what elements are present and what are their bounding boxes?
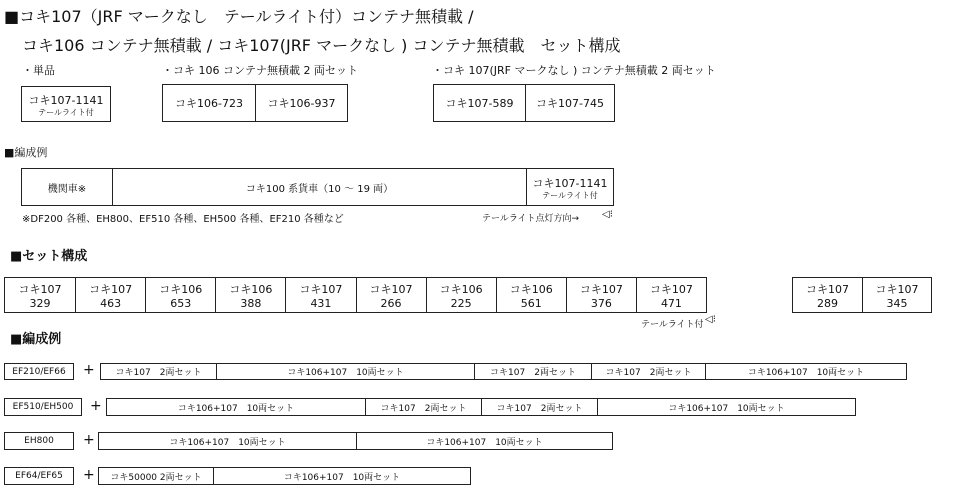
main-set-car-type: コキ106 xyxy=(509,282,553,296)
single-label: ・単品 xyxy=(22,64,55,77)
main-set-car-type: コキ107 xyxy=(89,282,133,296)
single-car-sub: テールライト付 xyxy=(38,107,94,117)
main-set-car-cell xyxy=(145,278,215,312)
set106-box xyxy=(162,84,348,122)
tail-light-icon-2: ◁⁝ xyxy=(705,314,716,325)
main-set-box xyxy=(4,277,707,313)
row2-loco: EF510/EH500 xyxy=(4,398,82,416)
main-set-car-number: 431 xyxy=(310,296,332,310)
main-set-car-number: 388 xyxy=(240,296,262,310)
extra-set-car-cell xyxy=(862,278,931,312)
formation-example-title: ■編成例 xyxy=(4,146,48,159)
row1-seg-2: コキ106+107 10両セット xyxy=(287,368,404,378)
main-set-car-number: 653 xyxy=(170,296,192,310)
row1-seg-3: コキ107 2両セット xyxy=(490,368,576,378)
main-set-car-cell xyxy=(356,278,426,312)
set107-car-1: コキ107-589 xyxy=(445,97,514,110)
row3-plus: + xyxy=(83,432,95,448)
main-set-car-type: コキ107 xyxy=(369,282,413,296)
main-set-car-type: コキ106 xyxy=(439,282,483,296)
main-set-car-number: 471 xyxy=(660,296,682,310)
single-car-box xyxy=(21,86,111,122)
main-set-car-cell xyxy=(636,278,706,312)
extra-set-box xyxy=(792,277,932,313)
main-set-car-cell xyxy=(75,278,145,312)
extra-set-car-cell xyxy=(793,278,862,312)
main-set-car-number: 225 xyxy=(450,296,472,310)
direction-label: テールライト点灯方向→ xyxy=(482,214,580,224)
set106-car-1: コキ106-723 xyxy=(175,97,243,110)
row3-loco: EH800 xyxy=(4,432,74,450)
row3-seg-2: コキ106+107 10両セット xyxy=(426,437,543,448)
set-composition-title: ■セット構成 xyxy=(10,249,88,264)
main-set-car-cell xyxy=(5,278,75,312)
row1-box xyxy=(100,363,907,380)
main-set-car-type: コキ107 xyxy=(649,282,693,296)
main-set-car-cell xyxy=(496,278,566,312)
row1-seg-4: コキ107 2両セット xyxy=(605,368,692,378)
main-set-car-number: 463 xyxy=(100,296,122,310)
single-car-name: コキ107-1141 xyxy=(28,93,104,107)
main-set-car-type: コキ107 xyxy=(299,282,343,296)
set107-car-2: コキ107-745 xyxy=(536,97,604,110)
main-set-car-type: コキ106 xyxy=(159,282,203,296)
extra-set-car-number: 289 xyxy=(817,296,838,310)
tail-cell-sub: テールライト付 xyxy=(542,190,598,200)
title-line-1: ■コキ107（JRF マークなし テールライト付）コンテナ無積載 / xyxy=(4,7,474,26)
row2-seg-3: コキ107 2両セット xyxy=(496,403,583,414)
extra-set-car-type: コキ107 xyxy=(806,282,849,296)
set106-car-2: コキ106-937 xyxy=(267,97,336,110)
set107-label: ・コキ 107(JRF マークなし ) コンテナ無積載 2 両セット xyxy=(432,64,716,77)
set106-label: ・コキ 106 コンテナ無積載 2 両セット xyxy=(162,64,358,77)
formation-note: ※DF200 各種、EH800、EF510 各種、EH500 各種、EF210 各種など xyxy=(22,214,344,225)
formation-examples-title: ■編成例 xyxy=(10,332,62,347)
main-set-car-type: コキ107 xyxy=(18,282,62,296)
main-set-car-number: 266 xyxy=(380,296,402,310)
row4-seg-1: コキ50000 2両セット xyxy=(110,472,202,483)
row2-seg-4: コキ106+107 10両セット xyxy=(668,403,785,414)
main-set-car-cell xyxy=(566,278,636,312)
row2-seg-2: コキ107 2両セット xyxy=(380,403,467,414)
set107-box xyxy=(433,84,615,122)
main-set-car-type: コキ106 xyxy=(229,282,273,296)
main-set-car-cell xyxy=(285,278,355,312)
middle-cell: コキ100 系貨車（10 ～ 19 両） xyxy=(245,183,394,195)
extra-set-car-type: コキ107 xyxy=(875,282,919,296)
row3-seg-1: コキ106+107 10両セット xyxy=(169,437,286,448)
row1-seg-5: コキ106+107 10両セット xyxy=(747,368,865,378)
tail-cell: コキ107-1141 xyxy=(532,176,608,190)
row4-box xyxy=(98,467,471,485)
row4-plus: + xyxy=(83,467,95,483)
row1-plus: + xyxy=(83,362,95,378)
main-set-car-cell xyxy=(215,278,285,312)
row2-seg-1: コキ106+107 10両セット xyxy=(177,403,295,414)
main-set-car-type: コキ107 xyxy=(579,282,623,296)
row4-loco: EF64/EF65 xyxy=(4,467,74,485)
row1-seg-1: コキ107 2両セット xyxy=(115,368,202,378)
title-line-2: コキ106 コンテナ無積載 / コキ107(JRF マークなし ) コンテナ無積載 セット構成 xyxy=(22,36,621,55)
main-set-tail-label: テールライト付 xyxy=(641,320,704,330)
row2-plus: + xyxy=(90,398,102,414)
main-set-car-cell xyxy=(426,278,496,312)
row3-box xyxy=(98,432,613,450)
loco-cell: 機関車※ xyxy=(47,183,87,195)
row4-seg-2: コキ106+107 10両セット xyxy=(283,472,401,483)
main-set-car-number: 561 xyxy=(520,296,542,310)
row1-loco: EF210/EF66 xyxy=(4,363,74,380)
main-set-car-number: 329 xyxy=(29,296,51,310)
row2-box xyxy=(106,398,856,416)
formation-example-box xyxy=(21,168,614,206)
main-set-car-number: 376 xyxy=(590,296,612,310)
extra-set-car-number: 345 xyxy=(886,296,908,310)
tail-light-icon: ◁⁝ xyxy=(602,209,613,220)
